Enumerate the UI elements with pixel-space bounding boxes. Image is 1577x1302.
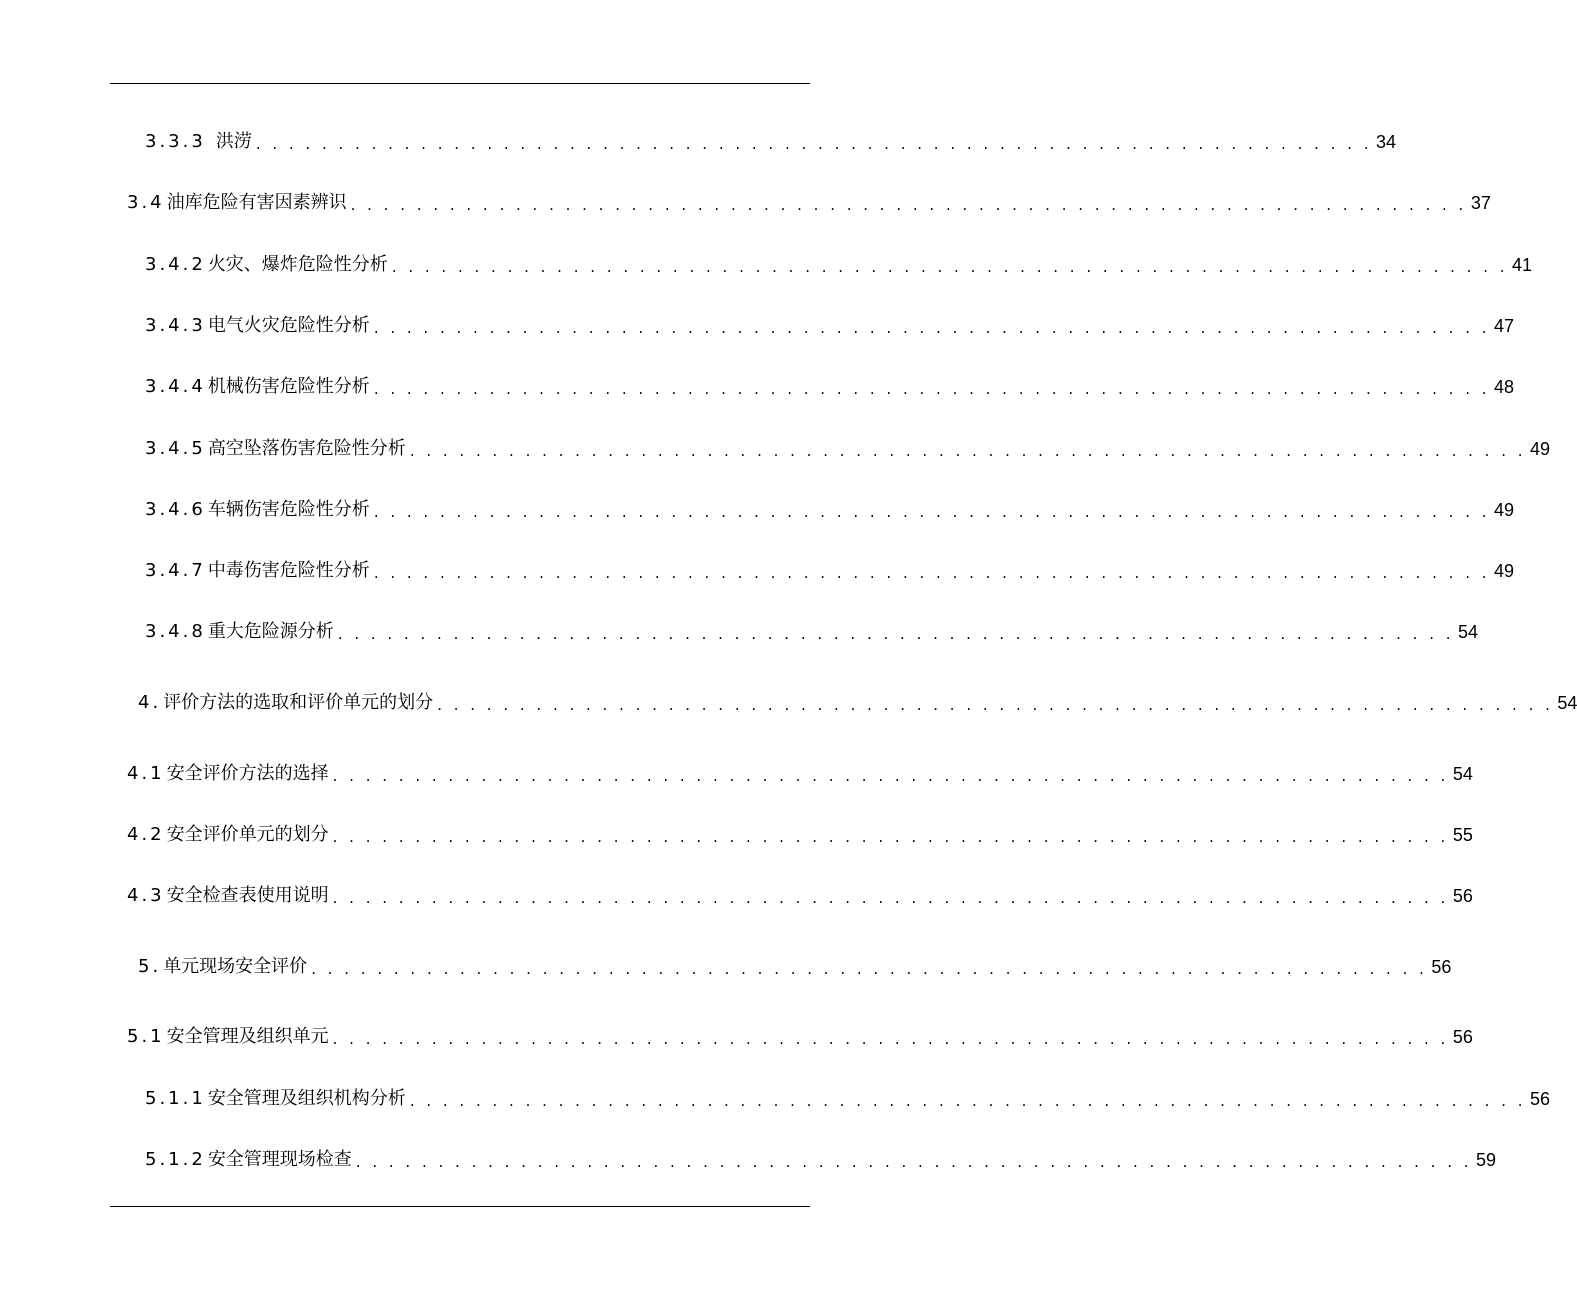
toc-entry-number: 5.	[138, 956, 162, 977]
toc-entry-number: 5.1.1	[145, 1088, 206, 1109]
toc-entry-page: 56	[1452, 886, 1473, 906]
toc-leader-dots: . . . . . . . . . . . . . . . . . . . . . . . . . . . . . . . . . . . . . . . . . . . . . . . . . . . . . . . . . . . . . . . . . . . .	[350, 196, 1467, 214]
toc-entry-page: 56	[1530, 1089, 1551, 1109]
toc-entry-number: 3.4.8	[145, 621, 206, 642]
toc-entry-title: 重大危险源分析	[207, 621, 334, 642]
toc-entry-title: 安全管理及组织机构分析	[207, 1088, 406, 1109]
toc-leader-dots: . . . . . . . . . . . . . . . . . . . . . . . . . . . . . . . . . . . . . . . . . . . . . . . . . . . . . . . . . . . . . . . . . . . .	[409, 1092, 1527, 1110]
toc-leader-dots: . . . . . . . . . . . . . . . . . . . . . . . . . . . . . . . . . . . . . . . . . . . . . . . . . . . . . . . . . . . . . . . . . . . .	[437, 696, 1554, 714]
toc-entry-number: 3.4.6	[145, 499, 206, 520]
toc-leader-dots: . . . . . . . . . . . . . . . . . . . . . . . . . . . . . . . . . . . . . . . . . . . . . . . . . . . . . . . . . . . . . . . . . . . .	[311, 960, 1428, 978]
toc-entry-page: 47	[1494, 316, 1515, 336]
toc-entry-5-1[interactable]	[127, 1022, 1473, 1052]
toc-entry-number: 3.4.7	[145, 560, 206, 581]
toc-entry-title: 安全评价单元的划分	[166, 824, 329, 845]
toc-entry-4[interactable]	[138, 688, 1577, 718]
toc-entry-3-4-8[interactable]	[145, 617, 1479, 647]
toc-leader-dots: . . . . . . . . . . . . . . . . . . . . . . . . . . . . . . . . . . . . . . . . . . . . . . . . . . . . . . . . . . . . . . . . . . . .	[391, 258, 1509, 276]
toc-entry-title: 电气火灾危险性分析	[207, 315, 370, 336]
toc-leader-dots: . . . . . . . . . . . . . . . . . . . . . . . . . . . . . . . . . . . . . . . . . . . . . . . . . . . . . . . . . . . . . . . . . . . .	[409, 442, 1527, 460]
toc-entry-3-4-4[interactable]	[145, 372, 1515, 402]
toc-leader-dots: . . . . . . . . . . . . . . . . . . . . . . . . . . . . . . . . . . . . . . . . . . . . . . . . . . . . . . . . . . . . . . . . . . . .	[337, 625, 1455, 643]
toc-entry-3-4-7[interactable]	[145, 556, 1515, 586]
toc-entry-number: 5.1.2	[145, 1149, 206, 1170]
toc-entry-page: 56	[1431, 957, 1452, 977]
toc-entry-title: 评价方法的选取和评价单元的划分	[163, 692, 434, 713]
toc-leader-dots: . . . . . . . . . . . . . . . . . . . . . . . . . . . . . . . . . . . . . . . . . . . . . . . . . . . . . . . . . . . . . . . . . . . .	[373, 380, 1491, 398]
toc-entry-page: 49	[1494, 500, 1515, 520]
toc-leader-dots: . . . . . . . . . . . . . . . . . . . . . . . . . . . . . . . . . . . . . . . . . . . . . . . . . . . . . . . . . . . . . . . . . . . .	[332, 767, 1449, 785]
toc-entry-3-4-2[interactable]	[145, 250, 1533, 280]
toc-entry-page: 37	[1470, 193, 1491, 213]
toc-entry-page: 55	[1452, 825, 1473, 845]
toc-leader-dots: . . . . . . . . . . . . . . . . . . . . . . . . . . . . . . . . . . . . . . . . . . . . . . . . . . . . . . . . . . . . . . . . . . . .	[373, 319, 1491, 337]
toc-entry-title: 高空坠落伤害危险性分析	[207, 438, 406, 459]
toc-entry-5-1-2[interactable]	[145, 1145, 1497, 1175]
toc-entry-3-3-3[interactable]	[145, 127, 1397, 157]
toc-entry-page: 49	[1530, 439, 1551, 459]
toc-leader-dots: . . . . . . . . . . . . . . . . . . . . . . . . . . . . . . . . . . . . . . . . . . . . . . . . . . . . . . . . . . . . . . . . . . . .	[373, 503, 1491, 521]
toc-leader-dots: . . . . . . . . . . . . . . . . . . . . . . . . . . . . . . . . . . . . . . . . . . . . . . . . . . . . . . . . . . . . . . . . . . . .	[332, 828, 1449, 846]
toc-entry-title: 火灾、爆炸危险性分析	[207, 254, 388, 275]
toc-entry-number: 3.4.2	[145, 254, 206, 275]
toc-entry-number: 3.4	[127, 192, 165, 213]
toc-entry-5-1-1[interactable]	[145, 1084, 1551, 1114]
toc-entry-4-1[interactable]	[127, 759, 1473, 789]
footer-rule	[110, 1206, 810, 1207]
toc-entry-title: 安全管理现场检查	[207, 1149, 352, 1170]
toc-entry-3-4[interactable]	[127, 188, 1491, 218]
toc-entry-number: 3.3.3	[145, 131, 206, 152]
toc-entry-3-4-5[interactable]	[145, 434, 1551, 464]
toc-entry-page: 54	[1458, 622, 1479, 642]
toc-entry-page: 49	[1494, 561, 1515, 581]
toc-entry-number: 3.4.5	[145, 438, 206, 459]
toc-entry-3-4-6[interactable]	[145, 495, 1515, 525]
toc-entry-page: 41	[1512, 255, 1533, 275]
toc-entry-page: 54	[1452, 764, 1473, 784]
toc-entry-page: 59	[1476, 1150, 1497, 1170]
toc-entry-number: 4.3	[127, 885, 165, 906]
toc-entry-page: 34	[1376, 132, 1397, 152]
toc-entry-5[interactable]	[138, 952, 1452, 982]
toc-entry-title: 机械伤害危险性分析	[207, 376, 370, 397]
toc-entry-4-2[interactable]	[127, 820, 1473, 850]
toc-leader-dots: . . . . . . . . . . . . . . . . . . . . . . . . . . . . . . . . . . . . . . . . . . . . . . . . . . . . . . . . . . . . . . . . . . . .	[255, 135, 1373, 153]
toc-entry-title: 中毒伤害危险性分析	[207, 560, 370, 581]
toc-leader-dots: . . . . . . . . . . . . . . . . . . . . . . . . . . . . . . . . . . . . . . . . . . . . . . . . . . . . . . . . . . . . . . . . . . . .	[332, 1030, 1449, 1048]
toc-entry-title: 安全评价方法的选择	[166, 763, 329, 784]
toc-leader-dots: . . . . . . . . . . . . . . . . . . . . . . . . . . . . . . . . . . . . . . . . . . . . . . . . . . . . . . . . . . . . . . . . . . . .	[332, 889, 1449, 907]
toc-entry-page: 48	[1494, 377, 1515, 397]
toc-entry-title: 安全管理及组织单元	[166, 1026, 329, 1047]
toc-entry-page: 54	[1557, 693, 1577, 713]
toc-entry-3-4-3[interactable]	[145, 311, 1515, 341]
toc-entry-number: 4.1	[127, 763, 165, 784]
toc-entry-title: 安全检查表使用说明	[166, 885, 329, 906]
toc-entry-number: 4.2	[127, 824, 165, 845]
toc-entry-title: 单元现场安全评价	[163, 956, 308, 977]
toc-entry-number: 4.	[138, 692, 162, 713]
toc-entry-title: 车辆伤害危险性分析	[207, 499, 370, 520]
toc-leader-dots: . . . . . . . . . . . . . . . . . . . . . . . . . . . . . . . . . . . . . . . . . . . . . . . . . . . . . . . . . . . . . . . . . . . .	[355, 1153, 1473, 1171]
toc-entry-title: 洪涝	[215, 131, 252, 152]
toc-entry-number: 3.4.4	[145, 376, 206, 397]
toc-entry-page: 56	[1452, 1027, 1473, 1047]
toc-entry-4-3[interactable]	[127, 881, 1473, 911]
toc-entry-number: 5.1	[127, 1026, 165, 1047]
toc-entry-number: 3.4.3	[145, 315, 206, 336]
toc-leader-dots: . . . . . . . . . . . . . . . . . . . . . . . . . . . . . . . . . . . . . . . . . . . . . . . . . . . . . . . . . . . . . . . . . . . .	[373, 564, 1491, 582]
toc-entry-title: 油库危险有害因素辨识	[166, 192, 347, 213]
